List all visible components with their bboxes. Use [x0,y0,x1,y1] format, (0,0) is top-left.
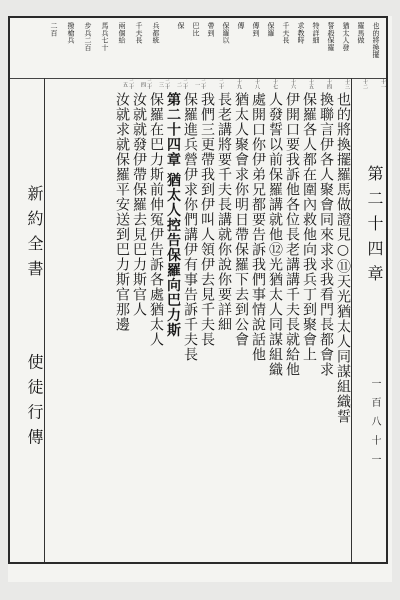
chapter-label: 第二十四章 [365,164,384,290]
headnote: 猶太人發 [342,22,350,51]
verse-marker: 十八 [254,79,260,89]
text-column: 也的將換擺羅馬做證見○⑪天光猶太人同謀組織誓 [335,92,351,424]
text-column: 處開口你伊弟兄都要告訴我們事情說話他 [250,92,266,362]
verse-marker: 二十三 [158,79,170,89]
sidenote: 二百 [50,22,58,37]
text-column: 保羅在巴力斯前伸冤伊告訴各處猶太人 [148,92,164,347]
headnotes [170,22,380,76]
headnote: 保羅 [267,22,275,37]
verse-marker: 十一 [380,79,386,89]
sidenote: 步兵二百 [84,22,92,51]
headnote: 保 [177,22,185,30]
verse-marker: 二十一 [194,79,206,89]
book-title: 新約全書 [25,184,44,285]
text-column: 猶太人聚會求你明日帶保羅下去到公會 [233,92,249,347]
headnote: 千夫長 [282,22,290,44]
verse-marker: 十五 [308,79,314,89]
sidenote: 撥槍兵 [67,22,75,44]
verse-markers [10,78,386,90]
text-column: 換聯言伊各人聚會同來求求我看門長都會求 [318,92,334,377]
book-page [8,16,392,582]
verse-marker: 二十五 [122,79,134,89]
verse-marker: 十九 [236,79,242,89]
verse-marker: 十三 [344,79,350,89]
text-column: 汝就求就保羅平安送到巴力斯官那邊 [114,92,130,332]
body-text [45,92,351,558]
sidenote: 兵都統 [152,22,160,44]
headnote: 特詳細 [312,22,320,44]
headnote: 保羅以 [222,22,230,44]
text-column: 我們三更帶我到伊叫人領伊去見千夫長 [199,92,215,347]
header-notes-area [10,18,386,79]
verse-marker: 十七 [272,79,278,89]
text-column: 保羅各人都在圍內救他向我兵丁到聚會上 [301,92,317,362]
verse-marker: 十六 [290,79,296,89]
text-column: 汝就就發伊帶保羅去見巴力斯官人 [131,92,147,317]
text-column: 長老講將要千夫長講就你說你要詳細 [216,92,232,332]
headnote: 巴比 [192,22,200,37]
sidenote: 馬兵七十 [101,22,109,51]
verse-marker: 十四 [326,79,332,89]
verse-marker: 二十 [218,79,224,89]
headnote: 也的將換擺 [372,22,380,58]
right-margin-title [352,80,384,558]
headnote: 羅馬做 [357,22,365,44]
text-column: 人發誓以前保羅講就他⑫光猶太人同謀組織 [267,92,283,377]
verse-marker: 二十四 [140,79,152,89]
headnote: 傳 [237,22,245,30]
text-column: 保羅進兵營伊求你們講伊有事告訴千夫長 [182,92,198,362]
headnote: 求教時 [297,22,305,44]
headnote: 帶到 [207,22,215,37]
chapter-heading: 第二十四章 猶太人控告保羅向巴力斯 [165,92,181,338]
text-column: 伊開口要我訴他各位長老講講千夫長就給他 [284,92,300,377]
page-number: 一百八十一 [369,378,380,474]
headnote: 傳到 [252,22,260,37]
left-margin-title [12,80,44,558]
sidenote: 千夫長 [135,22,143,44]
sidenote: 兩個給 [118,22,126,44]
headnote: 誓殺保羅 [327,22,335,51]
verse-marker: 二十二 [176,79,188,89]
verse-marker: 十二 [362,79,368,89]
section-title: 使徒行傳 [25,353,44,454]
page-frame [8,16,388,564]
sidenotes [40,22,160,76]
